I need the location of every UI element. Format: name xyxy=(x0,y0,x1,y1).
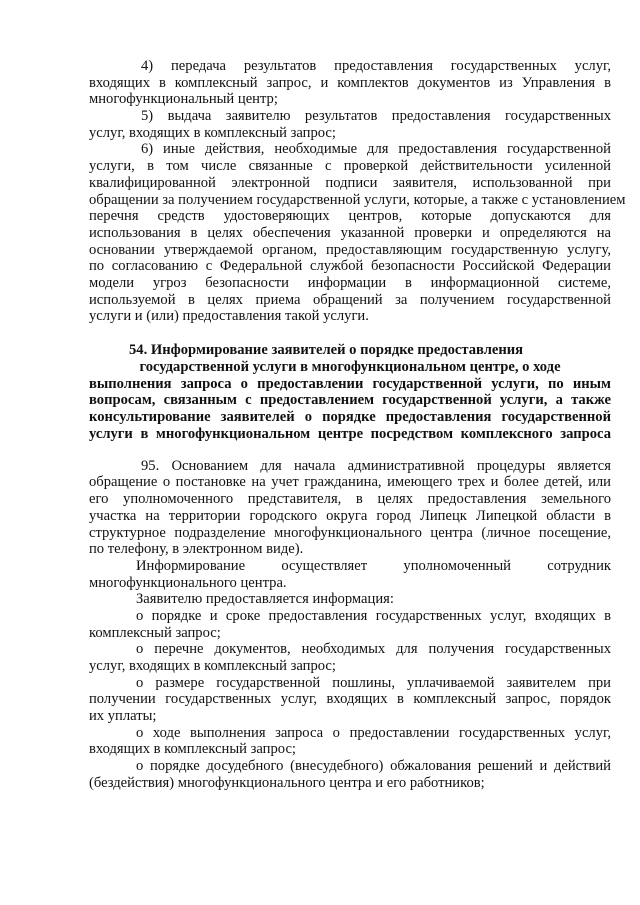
text-line: услуги, в том числе связанные с проверкой действительности усиленной xyxy=(89,158,611,175)
text-line: его уполномоченного представителя, в целях предоставления земельного xyxy=(89,491,611,508)
text-line: комплексный запрос; xyxy=(89,624,221,641)
text-line: основании утверждаемой органом, предоставляющим государственную услугу, xyxy=(89,241,611,258)
text-line: о размере государственной пошлины, уплачиваемой заявителем при xyxy=(136,674,611,691)
text-line: 6) иные действия, необходимые для предоставления государственной xyxy=(141,141,611,158)
document-page xyxy=(89,58,626,792)
text-line: услуг, входящих в комплексный запрос; xyxy=(89,124,336,141)
info-item-2 xyxy=(89,641,611,674)
section-heading-54 xyxy=(89,342,611,443)
text-line: перечня средств удостоверяющих центров, которые допускаются для xyxy=(89,208,611,225)
text-line: квалифицированной электронной подписи заявителя, использованной при xyxy=(89,174,611,191)
text-line: о ходе выполнения запроса о предоставлении государственных услуг, xyxy=(136,724,611,741)
list-item-5 xyxy=(89,108,611,141)
text-line: входящих в комплексный запрос; xyxy=(89,741,296,758)
text-line: о порядке досудебного (внесудебного) обжалования решений и действий xyxy=(136,758,611,775)
list-item-4 xyxy=(89,58,611,108)
text-line: Заявителю предоставляется информация: xyxy=(136,591,394,608)
text-line: участка на территории городского округа город Липецк Липецкой области в xyxy=(89,507,611,524)
info-item-1 xyxy=(89,608,611,641)
text-line: по телефону, в электронном виде). xyxy=(89,541,304,558)
text-line: Информирование осуществляет уполномоченный сотрудник xyxy=(136,557,611,574)
list-item-6 xyxy=(89,141,626,325)
heading-line: вопросам, связанным с предоставлением государственной услуги, а также xyxy=(89,392,611,409)
text-line: по согласованию с Федеральной службой безопасности Российской Федерации xyxy=(89,258,611,275)
text-line: использования в целях обеспечения указанной проверки и определяются на xyxy=(89,224,611,241)
text-line: (бездействия) многофункционального центра и его работников; xyxy=(89,774,485,791)
text-line: услуг, входящих в комплексный запрос; xyxy=(89,658,336,675)
text-line: услуги и (или) предоставления такой услуги. xyxy=(89,308,369,325)
info-item-3 xyxy=(89,675,611,725)
paragraph-informing xyxy=(89,558,611,591)
heading-line: государственной услуги в многофункциональном центре, о ходе xyxy=(139,358,561,375)
paragraph-95 xyxy=(89,458,611,558)
text-line: структурное подразделение многофункционального центра (личное посещение, xyxy=(89,524,611,541)
info-item-5 xyxy=(89,758,611,791)
heading-line: 54. Информирование заявителей о порядке предоставления xyxy=(129,342,524,358)
text-line: обращение о постановке на учет гражданина, имеющего трех и более детей, или xyxy=(89,474,611,491)
text-line: о порядке и сроке предоставления государственных услуг, входящих в xyxy=(136,607,611,624)
heading-line: услуги в многофункциональном центре посредством комплексного запроса xyxy=(89,425,611,442)
text-line: многофункционального центра. xyxy=(89,574,287,591)
text-line: входящих в комплексный запрос, и комплектов документов из Управления в xyxy=(89,74,611,91)
text-line: используемой в целях приема обращений за получением государственной xyxy=(89,291,611,308)
text-line: 4) передача результатов предоставления государственных услуг, xyxy=(141,58,611,74)
heading-line: консультирование заявителей о порядке предоставления государственной xyxy=(89,409,611,426)
info-item-4 xyxy=(89,725,611,758)
paragraph-info-intro xyxy=(89,591,611,608)
text-line: многофункциональный центр; xyxy=(89,91,278,108)
heading-line: выполнения запроса о предоставлении государственной услуги, по иным xyxy=(89,375,611,392)
text-line: о перечне документов, необходимых для получения государственных xyxy=(136,641,611,658)
text-line: обращении за получением государственной услуги, которые, а также с установлением xyxy=(89,191,626,208)
text-line: 95. Основанием для начала административной процедуры является xyxy=(141,457,611,474)
text-line: получении государственных услуг, входящих в комплексный запрос, порядок xyxy=(89,691,611,708)
text-line: 5) выдача заявителю результатов предоставления государственных xyxy=(141,108,611,125)
text-line: модели угроз безопасности информации в информационной системе, xyxy=(89,274,611,291)
text-line: их уплаты; xyxy=(89,708,157,725)
